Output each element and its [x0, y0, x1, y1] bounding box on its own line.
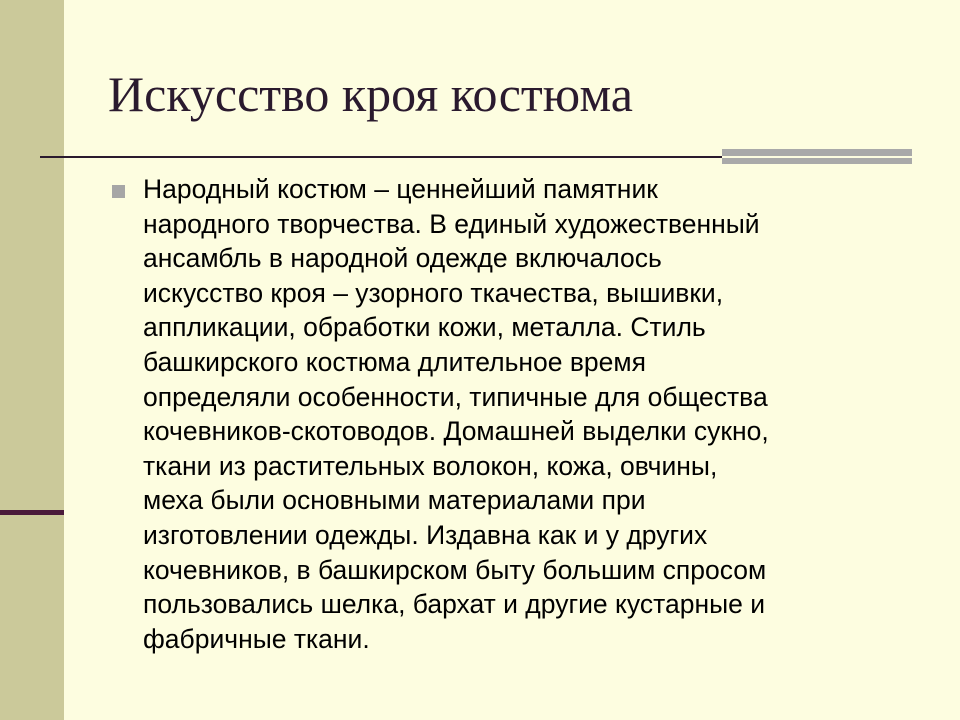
left-decorative-band — [0, 0, 64, 720]
bullet-paragraph — [143, 172, 923, 656]
bullet-line: пользовались шелка, бархат и другие кустарные и — [143, 589, 766, 620]
bullet-line: народного творчества. В единый художественный — [143, 208, 760, 239]
bullet-line: фабричные ткани. — [143, 623, 370, 654]
bullet-line: изготовлении одежды. Издавна как и у других — [143, 519, 708, 550]
bullet-line: искусство кроя – узорного ткачества, вышивки, — [143, 277, 724, 308]
slide-title: Искусство кроя костюма — [108, 66, 633, 122]
bullet-line: ткани из растительных волокон, кожа, овчины, — [143, 450, 718, 481]
bullet-line: меха были основными материалами при — [143, 485, 646, 516]
bullet-line: Народный костюм – ценнейший памятник — [143, 174, 658, 204]
bullet-line: башкирского костюма длительное время — [143, 346, 646, 377]
bullet-line: ансамбль в народной одежде включалось — [143, 243, 662, 274]
left-band-accent-line — [0, 510, 64, 515]
bullet-line: кочевников, в башкирском быту большим спросом — [143, 554, 767, 585]
bullet-line: аппликации, обработки кожи, металла. Стиль — [143, 312, 706, 343]
bullet-line: определяли особенности, типичные для общества — [143, 381, 768, 412]
bullet-line: кочевников-скотоводов. Домашней выделки сукно, — [143, 416, 769, 447]
title-accent-bar — [722, 149, 912, 164]
bullet-square-icon — [112, 185, 125, 198]
